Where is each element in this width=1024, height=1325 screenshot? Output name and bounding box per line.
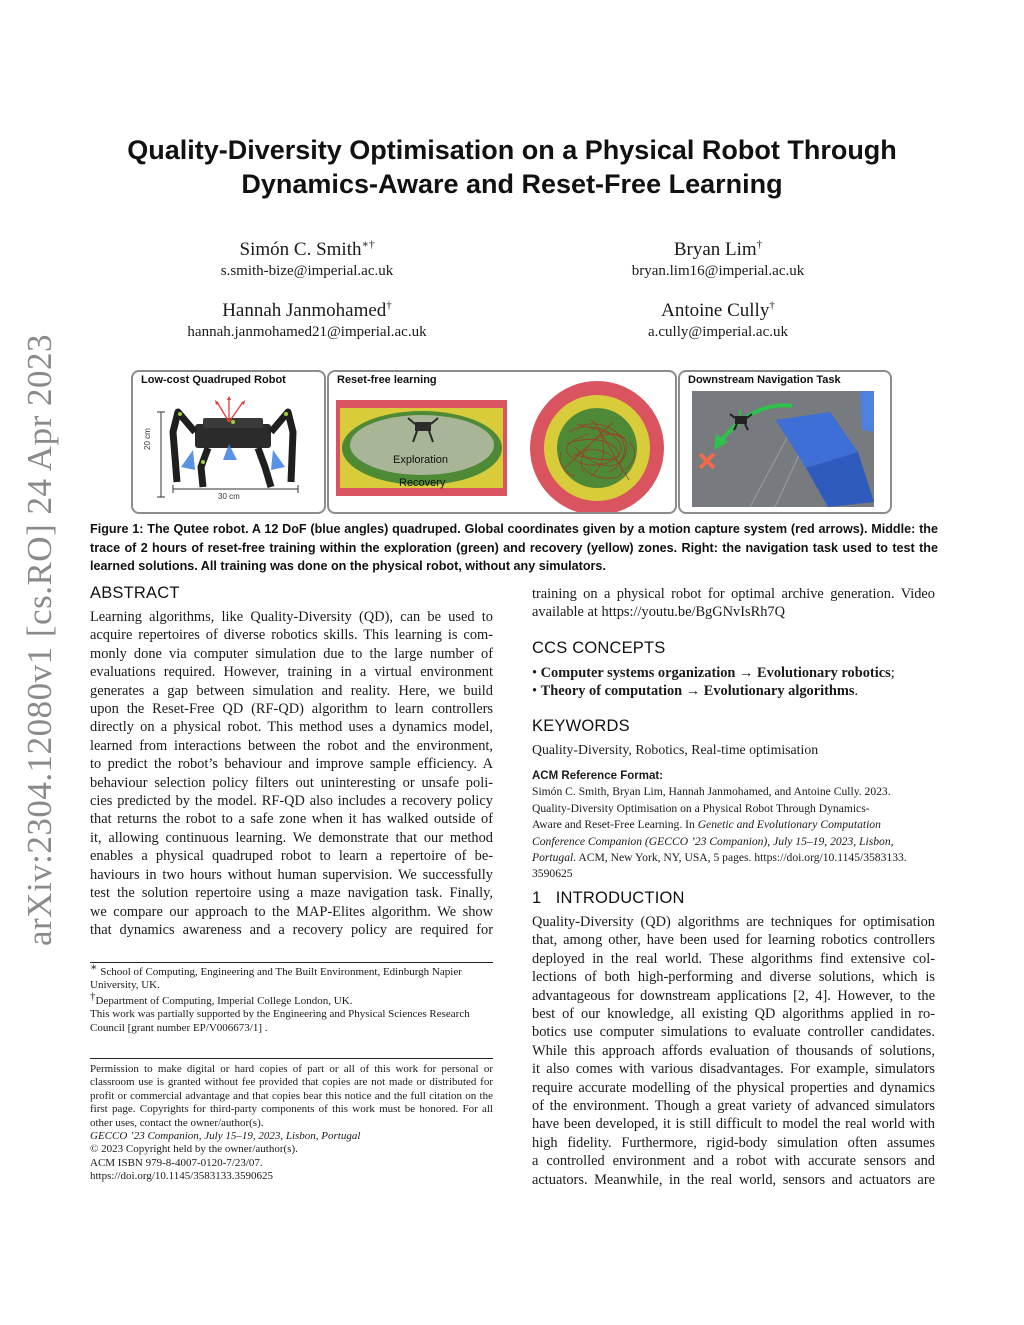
robot-illustration: [133, 372, 324, 512]
arena-illustration: [329, 372, 675, 512]
acm-ref-heading: ACM Reference Format:: [532, 770, 663, 782]
navigation-illustration: [680, 372, 890, 512]
acm-ref-line: Simón C. Smith, Bryan Lim, Hannah Janmohamed, and Antoine Cully. 2023.: [532, 785, 891, 799]
ccs-heading: CCS CONCEPTS: [532, 639, 666, 657]
abstract-line: learned from interactions between the robot and the environment,: [90, 737, 493, 754]
copyright: © 2023 Copyright held by the owner/author(s).: [90, 1143, 298, 1156]
keywords-text: Quality-Diversity, Robotics, Real-time optimisation: [532, 742, 819, 757]
author-marks: †: [769, 299, 775, 312]
intro-line: advantageous for downstream applications [2, 4]. However, to the: [532, 987, 935, 1004]
author-email[interactable]: a.cully@imperial.ac.uk: [647, 324, 788, 340]
abstract-line: upon the Reset-Free QD (RF-QD) algorithm to learn controllers: [90, 701, 493, 718]
intro-line: actuators. Meanwhile, in the real world, sensors and actuators are: [532, 1171, 935, 1188]
abstract-line: we compare our approach to the MAP-Elites algorithm. We show: [90, 903, 493, 920]
video-link[interactable]: available at https://youtu.be/BgGNvIsRh7Q: [532, 604, 786, 621]
footnote-rule: [90, 962, 493, 963]
permission-text: Permission to make digital or hard copies of part or all of this work for personal or classroom use is granted without fee provided that copies are not made or distributed for profit or commercial advantage and that copies bear this notice and the full citation on the first page. Copyrights for third-party components of this work must be honored. For all other uses, contact the owner/author(s).: [90, 1063, 493, 1129]
footnote: †Department of Computing, Imperial College London, UK.: [90, 990, 353, 1007]
title-line-2: Dynamics-Aware and Reset-Free Learning: [241, 169, 783, 199]
acm-reference: [532, 768, 937, 883]
author-marks: †: [756, 238, 763, 251]
intro-body: [532, 913, 935, 1189]
paper-title: [60, 133, 964, 201]
author-marks: ∗†: [361, 238, 375, 251]
abstract-line: it, allowing continuous learning. We demonstrate that our method: [90, 829, 493, 846]
author-name: Simón C. Smith: [239, 239, 362, 260]
intro-line: While this approach affords evaluation of thousands of solutions,: [532, 1042, 935, 1059]
abstract-line: enables a physical quadruped robot to learn a repertoire of be-: [90, 848, 493, 865]
acm-ref-line: Portugal. ACM, New York, NY, USA, 5 pages. https://doi.org/10.1145/3583133.: [532, 851, 907, 865]
acm-ref-line: Quality-Diversity Optimisation on a Physical Robot Through Dynamics-: [532, 801, 870, 815]
author-name: Antoine Cully: [661, 300, 770, 321]
panel-label: Reset-free learning: [337, 374, 437, 386]
panel-label: Low-cost Quadruped Robot: [141, 374, 286, 386]
abstract-line: cies predicted by the model. RF-QD also includes a recovery policy: [90, 793, 493, 810]
footnote: This work was partially supported by the Engineering and Physical Sciences Research Council [grant number EP/V006673/1] .: [90, 1008, 470, 1034]
height-dimension: 20 cm: [143, 428, 152, 450]
author-block: [157, 238, 457, 281]
intro-line: require accurate modelling of the physical properties and dynamics: [532, 1079, 935, 1096]
intro-heading: 1 INTRODUCTION: [532, 889, 685, 907]
abstract-line: Learning algorithms, like Quality-Diversity (QD), can be used to: [90, 609, 493, 625]
venue: GECCO ’23 Companion, July 15–19, 2023, Lisbon, Portugal: [90, 1130, 361, 1143]
figure-panel-robot: [131, 370, 326, 514]
abstract-line: that dynamics awareness and a recovery policy are required for: [90, 921, 493, 938]
author-name: Hannah Janmohamed: [222, 300, 387, 321]
abstract-line: generates a gap between simulation and reality. Here, we build: [90, 682, 493, 699]
intro-line: lections of both high-performing and diverse solutions, which is: [532, 969, 935, 986]
author-block: [568, 299, 868, 342]
intro-line: deployed in the real world. These algorithms find extensive col-: [532, 950, 935, 967]
intro-line: a controlled environment and a robot with accurate sensors and: [532, 1153, 935, 1170]
abstract-line: training on a physical robot for optimal archive generation. Video: [532, 586, 935, 602]
ccs-item: • Theory of computation → Evolutionary algorithms.: [532, 683, 859, 700]
width-dimension: 30 cm: [218, 492, 240, 501]
author-marks: †: [386, 299, 392, 312]
abstract-line: evaluations required. However, training in a virtual environment: [90, 664, 493, 681]
isbn: ACM ISBN 979-8-4007-0120-7/23/07.: [90, 1156, 263, 1169]
author-block: [568, 238, 868, 281]
intro-line: botics use computer simulations to evaluate controller candidates.: [532, 1024, 935, 1041]
doi-link[interactable]: https://doi.org/10.1145/3583133.3590625: [90, 1170, 274, 1183]
ccs-list: [532, 664, 942, 701]
abstract-line: haviours in two hours without human supervision. We successfully: [90, 866, 493, 883]
permission-block: [90, 1063, 493, 1184]
abstract-line: to predict the robot’s behaviour and improve sample efficiency. A: [90, 756, 493, 773]
title-line-1: Quality-Diversity Optimisation on a Physical Robot Through: [127, 135, 897, 165]
permission-rule: [90, 1058, 493, 1059]
abstract-line: behaviour selection policy filters out uninteresting or unsafe poli-: [90, 774, 493, 791]
intro-line: of the environment. Though a great variety of advanced simulators: [532, 1098, 935, 1115]
intro-line: best of our knowledge, all existing QD algorithms applied in ro-: [532, 1006, 935, 1023]
author-name: Bryan Lim: [673, 239, 757, 260]
figure-caption: Figure 1: The Qutee robot. A 12 DoF (blue angles) quadruped. Global coordinates given by a motion capture system (red arrows). Middle: the trace of 2 hours of reset-free training within the exploration (green) and recovery (yellow) zones. Right: the navigation task used to test the learned solutions. All training was done on the physical robot, without any simulators.: [90, 522, 938, 573]
abstract-body: [90, 608, 493, 939]
abstract-line: directly on a physical robot. This method uses a dynamics model,: [90, 719, 493, 736]
acm-ref-line: Aware and Reset-Free Learning. In Genetic and Evolutionary Computation: [532, 818, 881, 832]
abstract-line: that returns the robot to a safe zone when it has walked outside of: [90, 811, 493, 828]
author-email[interactable]: s.smith-bize@imperial.ac.uk: [220, 263, 394, 279]
footnote-mark: †: [90, 990, 96, 1003]
intro-line: have been developed, it is still difficult to model the real world with: [532, 1116, 935, 1133]
abstract-line: test the solution repertoire using a maze navigation task. Finally,: [90, 885, 493, 902]
author-block: [157, 299, 457, 342]
abstract-line: monly done via computer simulation due to the large number of: [90, 645, 493, 662]
exploration-label: Exploration: [393, 454, 449, 466]
author-email[interactable]: hannah.janmohamed21@imperial.ac.uk: [187, 324, 427, 340]
intro-line: it also comes with various disadvantages. For example, simulators: [532, 1061, 935, 1078]
footnotes: [90, 961, 493, 1035]
intro-line: that, among other, have been used for learning robotics controllers: [532, 932, 935, 949]
footnote: ∗ School of Computing, Engineering and The Built Environment, Edinburgh Napier University, UK.: [90, 961, 462, 992]
author-email[interactable]: bryan.lim16@imperial.ac.uk: [631, 263, 805, 279]
acm-ref-line: 3590625: [532, 867, 573, 881]
keywords-heading: KEYWORDS: [532, 717, 630, 735]
arxiv-stamp: arXiv:2304.12080v1 [cs.RO] 24 Apr 2023: [20, 333, 59, 947]
abstract-continuation: [532, 585, 935, 622]
abstract-line: acquire repertoires of diverse robotics skills. This learning is com-: [90, 627, 493, 644]
figure-panel-reset-free: [327, 370, 677, 514]
figure-panel-navigation: [678, 370, 892, 514]
intro-line: high fidelity. Furthermore, rigid-body simulation often assumes: [532, 1134, 935, 1151]
acm-ref-line: Conference Companion (GECCO ’23 Companion), July 15–19, 2023, Lisbon,: [532, 834, 894, 848]
panel-label: Downstream Navigation Task: [688, 374, 841, 386]
ccs-item: • Computer systems organization → Evolutionary robotics;: [532, 665, 895, 681]
abstract-heading: ABSTRACT: [90, 584, 180, 602]
recovery-label: Recovery: [399, 477, 446, 489]
trace-exploration: [557, 408, 637, 488]
footnote-mark: ∗: [90, 961, 98, 974]
intro-line: Quality-Diversity (QD) algorithms are techniques for optimisation: [532, 914, 935, 930]
